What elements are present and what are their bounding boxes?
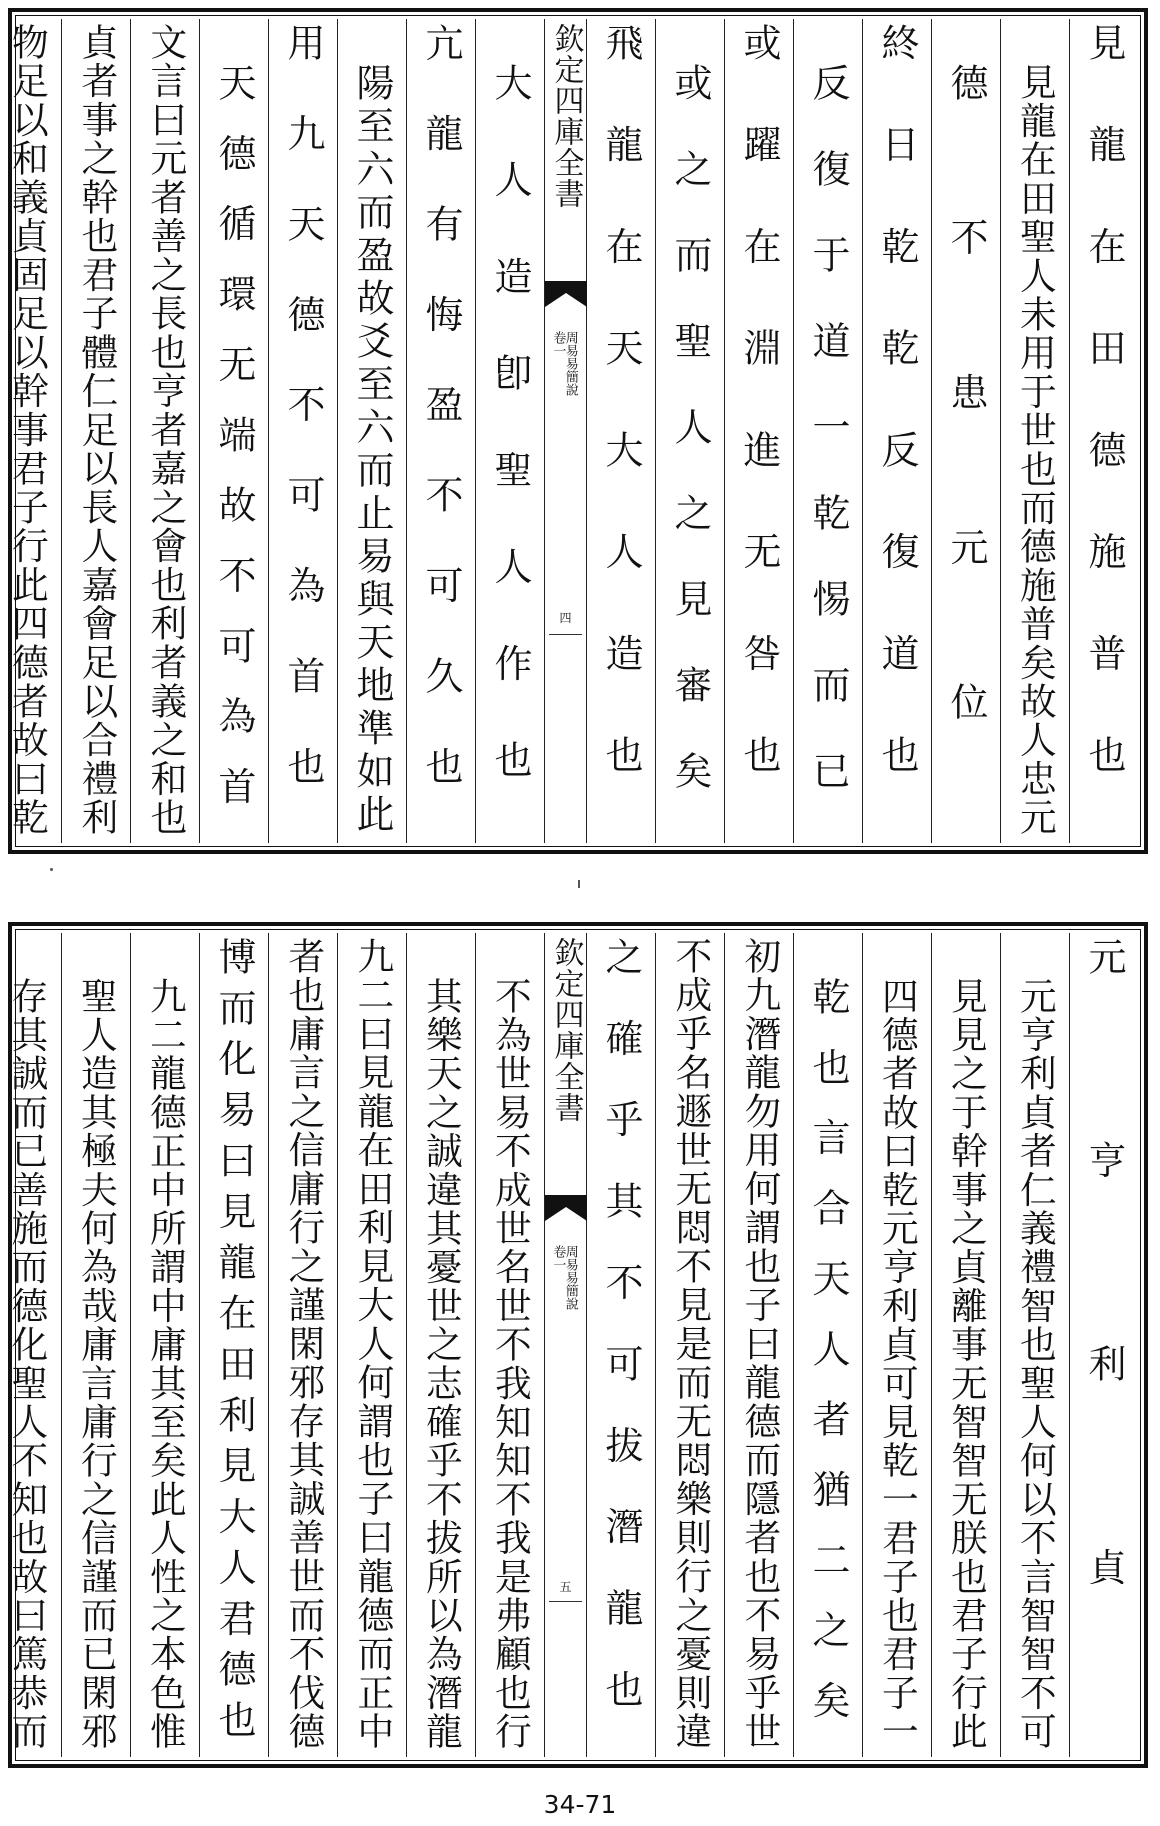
text-column xyxy=(1000,19,1069,843)
text-column xyxy=(1069,19,1138,843)
scan-page-label: 34-71 xyxy=(543,1790,617,1819)
text-column xyxy=(130,19,199,843)
text-column xyxy=(1000,933,1069,1757)
column-text: 物足以和義貞固足以幹事君子行此四德者故曰乾 xyxy=(5,23,49,837)
fish-tail-mark-icon xyxy=(545,281,587,307)
text-column xyxy=(655,933,724,1757)
page-marker-line xyxy=(549,1601,582,1602)
text-column xyxy=(724,933,793,1757)
text-column xyxy=(862,933,931,1757)
text-column xyxy=(337,933,406,1757)
page-marker-line xyxy=(549,634,582,635)
column-text: 九二曰見龍在田利見大人何謂也子曰龍德而正中 xyxy=(351,937,395,1751)
column-text: 文言曰元者善之長也亨者嘉之會也利者義之和也 xyxy=(144,23,188,837)
text-column xyxy=(268,19,337,843)
text-column xyxy=(931,19,1000,843)
column-text: 陽至六而盈故爻至六而止易與天地準如此 xyxy=(350,63,394,837)
text-column xyxy=(130,933,199,1757)
column-text: 貞者事之幹也君子體仁足以長人嘉會足以合禮利 xyxy=(75,23,119,837)
column-text: 見龍在田聖人未用于世也而德施普矣故人忠元 xyxy=(1014,63,1058,837)
column-text: 元亨利貞者仁義禮智也聖人何以不言智智不可 xyxy=(1014,977,1058,1751)
column-text: 反復于道一乾惕而已 xyxy=(806,63,850,837)
text-column xyxy=(793,19,862,843)
text-column xyxy=(268,933,337,1757)
column-text: 不成乎名遯世无悶不見是而无悶樂則行之憂則違 xyxy=(669,937,713,1751)
text-column xyxy=(61,933,130,1757)
column-text: 四德者故曰乾元亨利貞可見乾一君子也君子一 xyxy=(876,977,920,1751)
text-column xyxy=(0,933,61,1757)
column-text: 亢龍有悔盈不可久也 xyxy=(419,23,463,837)
text-column xyxy=(862,19,931,843)
center-strip xyxy=(544,19,586,843)
column-text: 初九潛龍勿用何謂也子曰龍德而隱者也不易乎世 xyxy=(738,937,782,1751)
text-column xyxy=(1069,933,1138,1757)
column-text: 之確乎其不可拔潛龍也 xyxy=(599,937,643,1751)
column-text: 乾也言合天人者猶二之矣 xyxy=(806,977,850,1751)
column-text: 聖人造其極夫何為哉庸言庸行之信謹而已閑邪 xyxy=(75,977,119,1751)
text-column xyxy=(337,19,406,843)
leaf-number: 四 xyxy=(559,611,572,625)
scan-speck xyxy=(578,880,580,888)
scan-speck xyxy=(50,868,53,871)
column-text: 終日乾乾反復道也 xyxy=(875,23,919,837)
text-column xyxy=(931,933,1000,1757)
text-column xyxy=(199,933,268,1757)
volume-label: 卷一 xyxy=(550,1245,566,1271)
bottom-page xyxy=(5,922,1148,1768)
text-column xyxy=(475,19,544,843)
subtitle-text: 周易易簡說 xyxy=(562,1245,578,1310)
text-column xyxy=(199,19,268,843)
column-text: 九二龍德正中所謂中庸其至矣此人性之本色惟 xyxy=(144,977,188,1751)
text-column xyxy=(586,19,655,843)
text-column xyxy=(586,933,655,1757)
text-column xyxy=(475,933,544,1757)
column-text: 用九天德不可為首也 xyxy=(281,23,325,837)
fish-tail-mark-icon xyxy=(545,1195,587,1221)
bottom-columns xyxy=(5,933,1138,1757)
text-column xyxy=(655,19,724,843)
column-text: 天德循環无端故不可為首 xyxy=(212,63,256,837)
text-column xyxy=(0,19,61,843)
text-column xyxy=(724,19,793,843)
top-page xyxy=(5,8,1148,854)
book-title: 欽定四庫全書 xyxy=(548,23,584,209)
column-text: 或之而聖人之見審矣 xyxy=(668,63,712,837)
book-title: 欽定四庫全書 xyxy=(548,937,584,1123)
column-text: 見龍在田德施普也 xyxy=(1082,23,1126,837)
text-column xyxy=(406,933,475,1757)
volume-label: 卷一 xyxy=(550,331,566,357)
column-text: 存其誠而已善施而德化聖人不知也故曰篤恭而 xyxy=(5,977,49,1751)
subtitle-text: 周易易簡說 xyxy=(562,331,578,396)
column-text: 大人造卽聖人作也 xyxy=(488,63,532,837)
column-text: 博而化易曰見龍在田利見大人君德也 xyxy=(212,937,256,1751)
column-text: 見見之于幹事之貞離事无智智无朕也君子行此 xyxy=(945,977,989,1751)
text-column xyxy=(61,19,130,843)
column-text: 者也庸言之信庸行之謹閑邪存其誠善世而不伐德 xyxy=(282,937,326,1751)
column-text: 德不患元位 xyxy=(944,63,988,837)
center-strip xyxy=(544,933,586,1757)
column-text: 不為世易不成世名世不我知知不我是弗顧也行 xyxy=(489,977,533,1751)
column-text: 飛龍在天大人造也 xyxy=(599,23,643,837)
text-column xyxy=(406,19,475,843)
top-columns xyxy=(5,19,1138,843)
column-text: 或躍在淵進无咎也 xyxy=(737,23,781,837)
text-column xyxy=(793,933,862,1757)
leaf-number: 五 xyxy=(559,1580,572,1594)
column-text: 元亨利貞 xyxy=(1082,937,1126,1751)
column-text: 其樂天之誠違其憂世之志確乎不拔所以為潛龍 xyxy=(420,977,464,1751)
